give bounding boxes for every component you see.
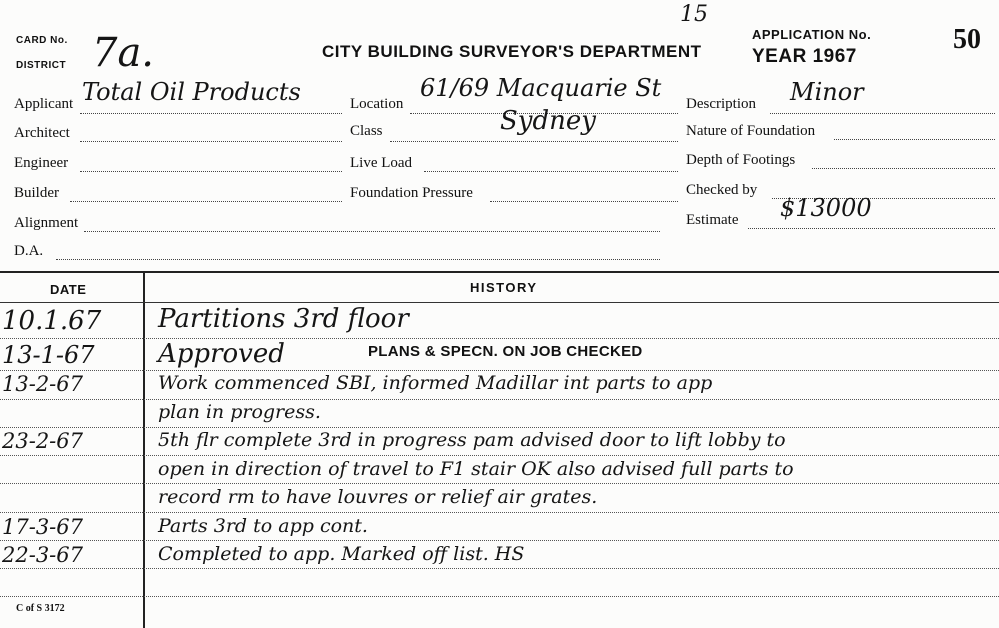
history-row-text: plan in progress. <box>158 401 321 423</box>
header-rule <box>0 302 999 303</box>
date-column-divider <box>143 273 145 628</box>
live-load-label: Live Load <box>350 155 413 171</box>
history-row-date: 10.1.67 <box>2 306 102 336</box>
card-number: 50 <box>953 24 981 55</box>
estimate-label: Estimate <box>686 212 739 228</box>
history-row-text: open in direction of travel to F1 stair OK also advised full parts to <box>158 458 794 480</box>
department-title: CITY BUILDING SURVEYOR'S DEPARTMENT <box>322 42 702 61</box>
card-no-label: CARD No. <box>16 35 68 46</box>
depth-of-footings-label: Depth of Footings <box>686 152 796 168</box>
description-value: Minor <box>790 78 864 106</box>
alignment-label: Alignment <box>14 215 79 231</box>
history-header: HISTORY <box>470 280 538 295</box>
class-label: Class <box>350 123 383 139</box>
district-label: DISTRICT <box>16 60 67 71</box>
date-header: DATE <box>50 282 87 297</box>
history-row-text: Parts 3rd to app cont. <box>158 515 368 537</box>
application-number: 15 <box>680 2 708 27</box>
card-value: 7a. <box>92 30 155 76</box>
history-row-text: Partitions 3rd floor <box>158 304 409 334</box>
history-row-date: 23-2-67 <box>2 429 83 453</box>
history-row-text: 5th flr complete 3rd in progress pam advised door to lift lobby to <box>158 429 786 451</box>
builder-label: Builder <box>14 185 59 201</box>
location-value: 61/69 Macquarie St <box>420 74 662 102</box>
checked-by-label: Checked by <box>686 182 758 198</box>
form-number: C of S 3172 <box>16 603 65 614</box>
section-divider <box>0 271 999 273</box>
location-label: Location <box>350 96 404 112</box>
estimate-value: $13000 <box>780 194 872 222</box>
history-row-text: Completed to app. Marked off list. HS <box>158 543 525 565</box>
checked-stamp: PLANS & SPECN. ON JOB CHECKED <box>368 343 643 360</box>
location-value-2: Sydney <box>500 106 596 136</box>
applicant-label: Applicant <box>14 96 74 112</box>
da-label: D.A. <box>14 243 44 259</box>
nature-of-foundation-label: Nature of Foundation <box>686 123 816 139</box>
engineer-label: Engineer <box>14 155 69 171</box>
history-row-date: 13-1-67 <box>2 341 95 369</box>
history-row-text: Approved <box>158 339 285 369</box>
history-row-text: record rm to have louvres or relief air grates. <box>158 486 598 508</box>
history-row-date: 22-3-67 <box>2 543 83 567</box>
history-row-date: 13-2-67 <box>2 372 83 396</box>
architect-label: Architect <box>14 125 70 141</box>
history-row-text: Work commenced SBI, informed Madillar int parts to app <box>158 372 713 394</box>
applicant-value: Total Oil Products <box>82 78 301 106</box>
history-row-date: 17-3-67 <box>2 515 83 539</box>
application-no-label: APPLICATION No. <box>752 27 872 42</box>
foundation-pressure-label: Foundation Pressure <box>350 185 473 201</box>
description-label: Description <box>686 96 756 112</box>
year-label: YEAR 1967 <box>752 46 857 67</box>
